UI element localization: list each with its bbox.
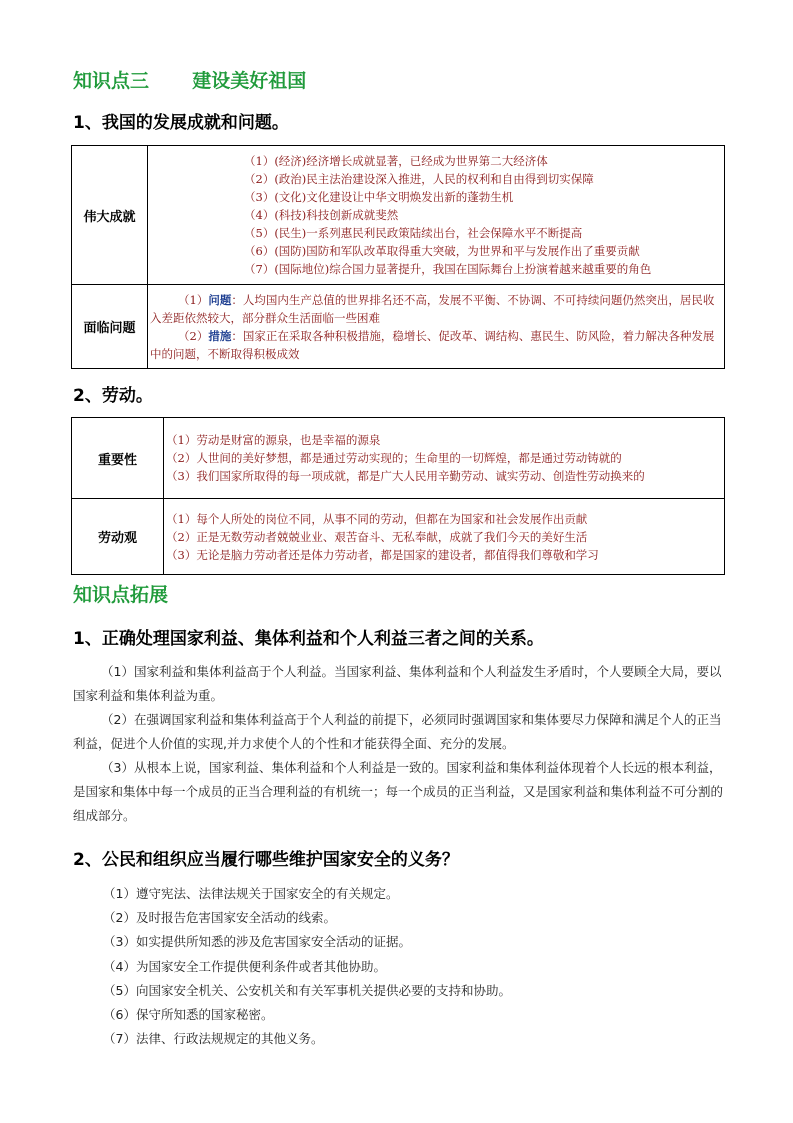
measure-prefix: （2） <box>178 328 209 343</box>
extension-q1-heading: 1、正确处理国家利益、集体利益和个人利益三者之间的关系。 <box>73 629 544 649</box>
problem-prefix: （1） <box>178 292 209 307</box>
measure-text: ：国家正在采取各种积极措施，稳增长、促改革、调结构、惠民生、防风险，着力解决各种发展中的问题，不断取得积极成效 <box>150 328 715 361</box>
q1-heading: 1、我国的发展成就和问题。 <box>73 113 289 133</box>
extension-q2-heading: 2、公民和组织应当履行哪些维护国家安全的义务？ <box>73 850 459 870</box>
duty-item: （2）及时报告危害国家安全活动的线索。 <box>103 910 336 925</box>
section-title <box>73 66 306 93</box>
measure-paragraph <box>150 327 722 363</box>
problem-paragraph <box>150 291 722 327</box>
importance-cell <box>164 418 725 499</box>
extension-title: 知识点拓展 <box>73 584 169 606</box>
labor-view-item: （2）正是无数劳动者兢兢业业、艰苦奋斗、无私奉献，成就了我们今天的美好生活 <box>166 529 588 544</box>
duty-item: （5）向国家安全机关、公安机关和有关军事机关提供必要的支持和协助。 <box>103 983 511 998</box>
section-title-main: 建设美好祖国 <box>192 70 307 92</box>
problems-cell <box>148 285 725 369</box>
achievement-item: （1）(经济)经济增长成就显著，已经成为世界第二大经济体 <box>244 154 548 168</box>
paragraph-3-text: （3）从根本上说，国家利益、集体利益和个人利益是一致的。国家利益和集体利益体现着个人长远的根本利益，是国家和集体中每一个成员的正当合理利益的有机统一；每一个成员的正当利益，又是国家利益和集体利益不可分割的组成部分。 <box>73 760 724 823</box>
achievement-item: （3）(文化)文化建设让中华文明焕发出新的蓬勃生机 <box>244 190 514 204</box>
duty-item: （3）如实提供所知悉的涉及危害国家安全活动的证据。 <box>103 934 411 949</box>
labor-view-cell <box>164 499 725 575</box>
section-title-prefix: 知识点三 <box>73 70 150 92</box>
measure-term: 措施 <box>208 328 232 343</box>
achievement-item: （7）(国际地位)综合国力显著提升，我国在国际舞台上扮演着越来越重要的角色 <box>244 262 652 276</box>
labor-view-item: （1）每个人所处的岗位不同，从事不同的劳动，但都在为国家和社会发展作出贡献 <box>166 511 588 526</box>
labor-view-item: （3）无论是脑力劳动者还是体力劳动者，都是国家的建设者，都值得我们尊敬和学习 <box>166 547 599 562</box>
extension-paragraph-2 <box>73 708 723 756</box>
table-label-labor-view: 劳动观 <box>72 499 164 575</box>
table-label-achievements: 伟大成就 <box>72 146 148 285</box>
achievement-item: （4）(科技)科技创新成就斐然 <box>244 208 399 222</box>
extension-paragraph-1 <box>73 660 723 708</box>
duty-item: （6）保守所知悉的国家秘密。 <box>103 1007 274 1022</box>
labor-table <box>71 417 725 575</box>
table-label-importance: 重要性 <box>72 418 164 499</box>
extension-paragraph-3 <box>73 756 723 828</box>
problem-text: ：人均国内生产总值的世界排名还不高，发展不平衡、不协调、不可持续问题仍然突出，居民收入差距依然较大，部分群众生活面临一些困难 <box>150 292 715 325</box>
problem-term: 问题 <box>208 292 232 307</box>
achievement-item: （6）(国防)国防和军队改革取得重大突破，为世界和平与发展作出了重要贡献 <box>244 244 640 258</box>
paragraph-2-text: （2）在强调国家利益和集体利益高于个人利益的前提下，必须同时强调国家和集体要尽力保障和满足个人的正当利益，促进个人价值的实现,并力求使个人的个性和才能获得全面、充分的发展。 <box>73 712 722 751</box>
table-label-problems: 面临问题 <box>72 285 148 369</box>
achievements-list <box>148 152 724 278</box>
achievements-cell <box>148 146 725 285</box>
paragraph-1-text: （1）国家利益和集体利益高于个人利益。当国家利益、集体利益和个人利益发生矛盾时，个人要顾全大局，要以国家利益和集体利益为重。 <box>73 664 722 703</box>
importance-item: （2）人世间的美好梦想，都是通过劳动实现的；生命里的一切辉煌，都是通过劳动铸就的 <box>166 451 622 465</box>
achievement-item: （5）(民生)一系列惠民利民政策陆续出台，社会保障水平不断提高 <box>244 226 583 240</box>
importance-item: （3）我们国家所取得的每一项成就，都是广大人民用辛勤劳动、诚实劳动、创造性劳动换来的 <box>166 469 645 483</box>
duty-item: （1）遵守宪法、法律法规关于国家安全的有关规定。 <box>103 886 399 901</box>
duty-item: （7）法律、行政法规规定的其他义务。 <box>103 1031 324 1046</box>
duty-item: （4）为国家安全工作提供便利条件或者其他协助。 <box>103 959 386 974</box>
importance-item: （1）劳动是财富的源泉，也是幸福的源泉 <box>166 433 381 447</box>
q2-heading: 2、劳动。 <box>73 386 153 406</box>
achievement-item: （2）(政治)民主法治建设深入推进，人民的权利和自由得到切实保障 <box>244 172 594 186</box>
achievements-table <box>71 145 725 369</box>
